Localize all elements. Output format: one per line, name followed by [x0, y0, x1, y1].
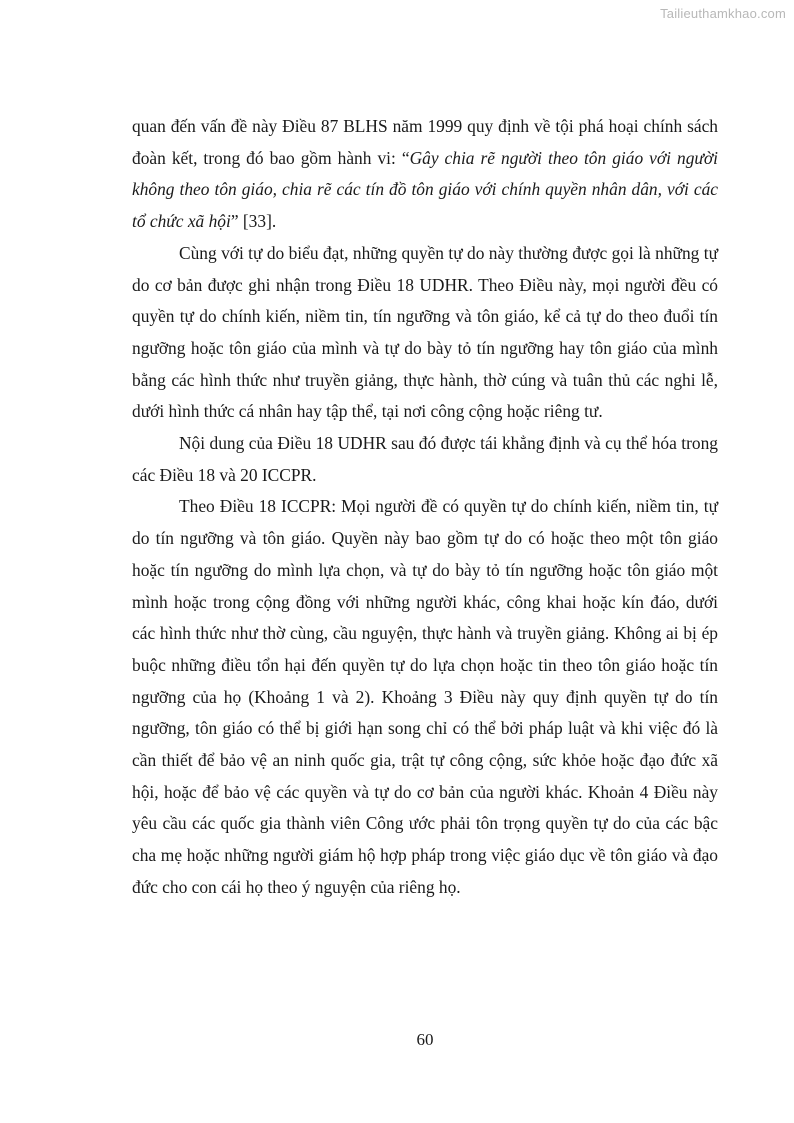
- page-body: [132, 111, 718, 904]
- page-number: 60: [416, 1030, 434, 1049]
- paragraph-reaffirm: Nội dung của Điều 18 UDHR sau đó được tái khẳng định và cụ thể hóa trong các Điều 18 và 20 ICCPR.: [132, 433, 718, 485]
- italic-quote: Gây chia rẽ người theo tôn giáo với người không theo tôn giáo, chia rẽ các tín đồ tôn giáo với chính quyền nhân dân, với các tổ chức xã hội: [132, 147, 718, 232]
- paragraph-iccpr: Theo Điều 18 ICCPR: Mọi người đề có quyền tự do chính kiến, niềm tin, tự do tín ngưỡng và tôn giáo. Quyền này bao gồm tự do có hoặc theo một tôn giáo hoặc tín ngưỡng do mình lựa chọn, và tự do bày tỏ tín ngưỡng hoặc tôn giáo một mình hoặc trong cộng đồng với những người khác, công khai hoặc kín đáo, dưới các hình thức như thờ cùng, cầu nguyện, thực hành và truyền giảng. Không ai bị ép buộc những điều tổn hại đến quyền tự do lựa chọn hoặc tin theo tôn giáo hoặc tín ngưỡng của họ (Khoảng 1 và 2). Khoảng 3 Điều này quy định quyền tự do tín ngưỡng, tôn giáo có thể bị giới hạn song chỉ có thể bởi pháp luật và khi việc đó là cần thiết để bảo vệ an ninh quốc gia, trật tự công cộng, sức khỏe hoặc đạo đức xã hội, hoặc để bảo vệ các quyền và tự do cơ bản của người khác. Khoản 4 Điều này yêu cầu các quốc gia thành viên Công ước phải tôn trọng quyền tự do của các bậc cha mẹ hoặc những người giám hộ hợp pháp trong việc giáo dục về tôn giáo và đạo đức cho con cái họ theo ý nguyện của riêng họ.: [132, 496, 718, 897]
- paragraph-udhr: Cùng với tự do biểu đạt, những quyền tự do này thường được gọi là những tự do cơ bản được ghi nhận trong Điều 18 UDHR. Theo Điều này, mọi người đều có quyền tự do chính kiến, niềm tin, tín ngưỡng và tôn giáo, kể cả tự do theo đuổi tín ngưỡng hoặc tôn giáo của mình và tự do bày tỏ tín ngưỡng hay tôn giáo của mình bằng các hình thức như truyền giảng, thực hành, thờ cúng và tuân thủ các nghi lễ, dưới hình thức cá nhân hay tập thể, tại nơi công cộng hoặc riêng tư.: [132, 242, 718, 422]
- watermark: Tailieuthamkhao.com: [660, 6, 786, 21]
- paragraph-text: quan đến vấn đề này Điều 87 BLHS năm 1999 quy định về tội phá hoại chính sách đoàn kết, trong đó bao gồm hành vi: “: [132, 116, 718, 168]
- citation: ” [33].: [230, 211, 277, 232]
- paragraph-continuation: [132, 111, 718, 238]
